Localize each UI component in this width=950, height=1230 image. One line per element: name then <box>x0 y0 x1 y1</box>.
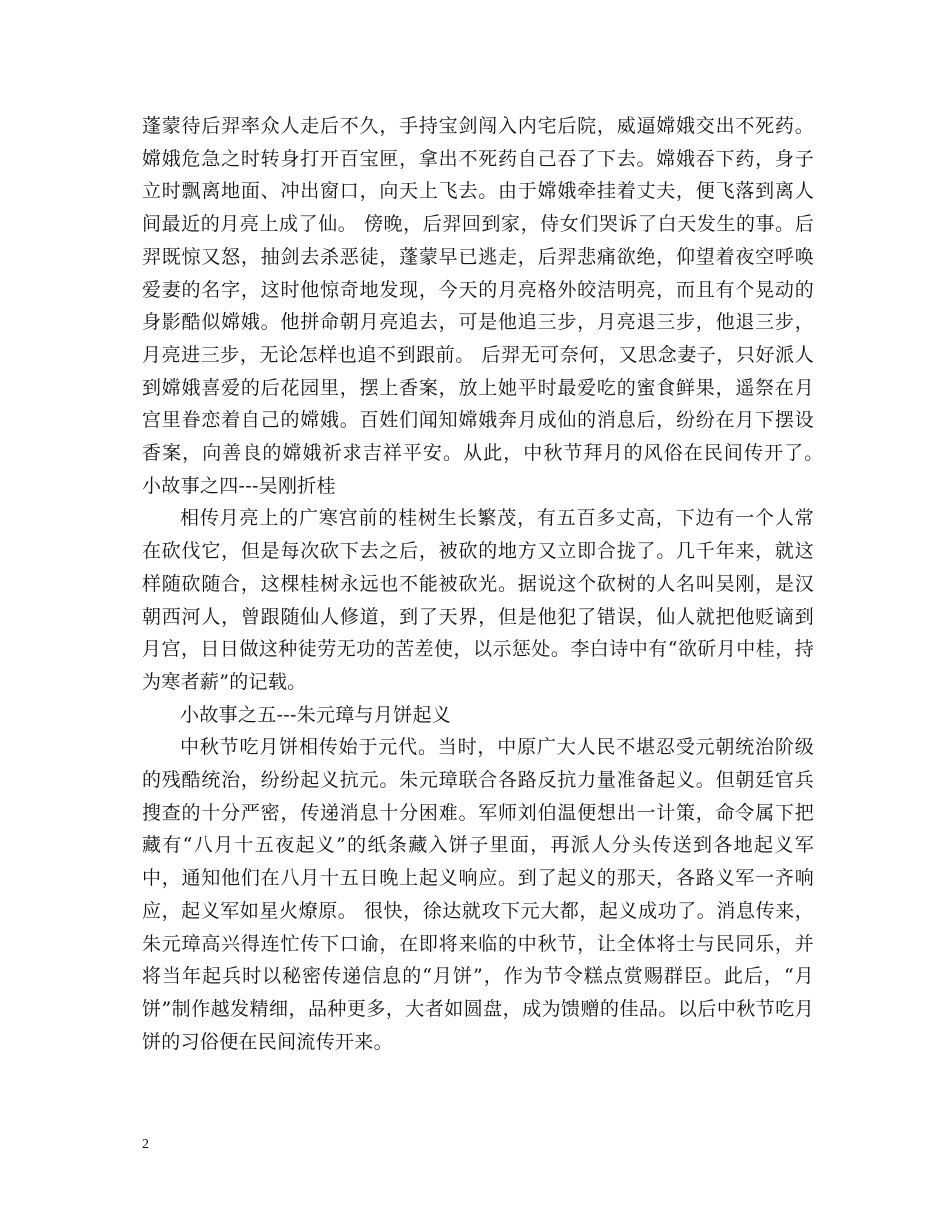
paragraph-mooncake-uprising-story: 中秋节吃月饼相传始于元代。当时，中原广大人民不堪忍受元朝统治阶级的残酷统治，纷纷起义抗元。朱元璋联合各路反抗力量准备起义。但朝廷官兵搜查的十分严密，传递消息十分困难。军师刘伯温便想出一计策，命令属下把藏有“八月十五夜起义”的纸条藏入饼子里面，再派人分头传送到各地起义军中，通知他们在八月十五日晚上起义响应。到了起义的那天，各路义军一齐响应，起义军如星火燎原。 很快，徐达就攻下元大都，起义成功了。消息传来，朱元璋高兴得连忙传下口谕，在即将来临的中秋节，让全体将士与民同乐，并将当年起兵时以秘密传递信息的“月饼”，作为节令糕点赏赐群臣。此后，“月饼”制作越发精细，品种更多，大者如圆盘，成为馈赠的佳品。以后中秋节吃月饼的习俗便在民间流传开来。 <box>142 736 814 1053</box>
paragraph-wu-gang-story: 相传月亮上的广寒宫前的桂树生长繁茂，有五百多丈高，下边有一个人常在砍伐它，但是每次砍下去之后，被砍的地方又立即合拢了。几千年来，就这样随砍随合，这棵桂树永远也不能被砍光。据说这个砍树的人名叫吴刚，是汉朝西河人，曾跟随仙人修道，到了天界，但是他犯了错误，仙人就把他贬谪到月宫，日日做这种徒劳无功的苦差使，以示惩处。李白诗中有“欲斫月中桂，持为寒者薪”的记载。 <box>142 507 814 693</box>
page-number: 2 <box>142 1137 149 1152</box>
paragraph-change-e-story: 蓬蒙待后羿率众人走后不久，手持宝剑闯入内宅后院，威逼嫦娥交出不死药。嫦娥危急之时转身打开百宝匣，拿出不死药自己吞了下去。嫦娥吞下药，身子立时飘离地面、冲出窗口，向天上飞去。由于嫦娥牵挂着丈夫，便飞落到离人间最近的月亮上成了仙。 傍晚，后羿回到家，侍女们哭诉了白天发生的事。后羿既惊又怒，抽剑去杀恶徒，蓬蒙早已逃走，后羿悲痛欲绝，仰望着夜空呼唤爱妻的名字，这时他惊奇地发现，今天的月亮格外皎洁明亮，而且有个晃动的身影酷似嫦娥。他拼命朝月亮追去，可是他追三步，月亮退三步，他退三步，月亮进三步，无论怎样也追不到跟前。 后羿无可奈何，又思念妻子，只好派人到嫦娥喜爱的后花园里，摆上香案，放上她平时最爱吃的蜜食鲜果，遥祭在月宫里眷恋着自己的嫦娥。百姓们闻知嫦娥奔月成仙的消息后，纷纷在月下摆设香案，向善良的嫦娥祈求吉祥平安。从此，中秋节拜月的风俗在民间传开了。 小故事之四---吴刚折桂 <box>142 115 853 497</box>
document-body <box>142 110 853 1058</box>
section-heading-story-five: 小故事之五---朱元璋与月饼起义 <box>180 703 452 726</box>
